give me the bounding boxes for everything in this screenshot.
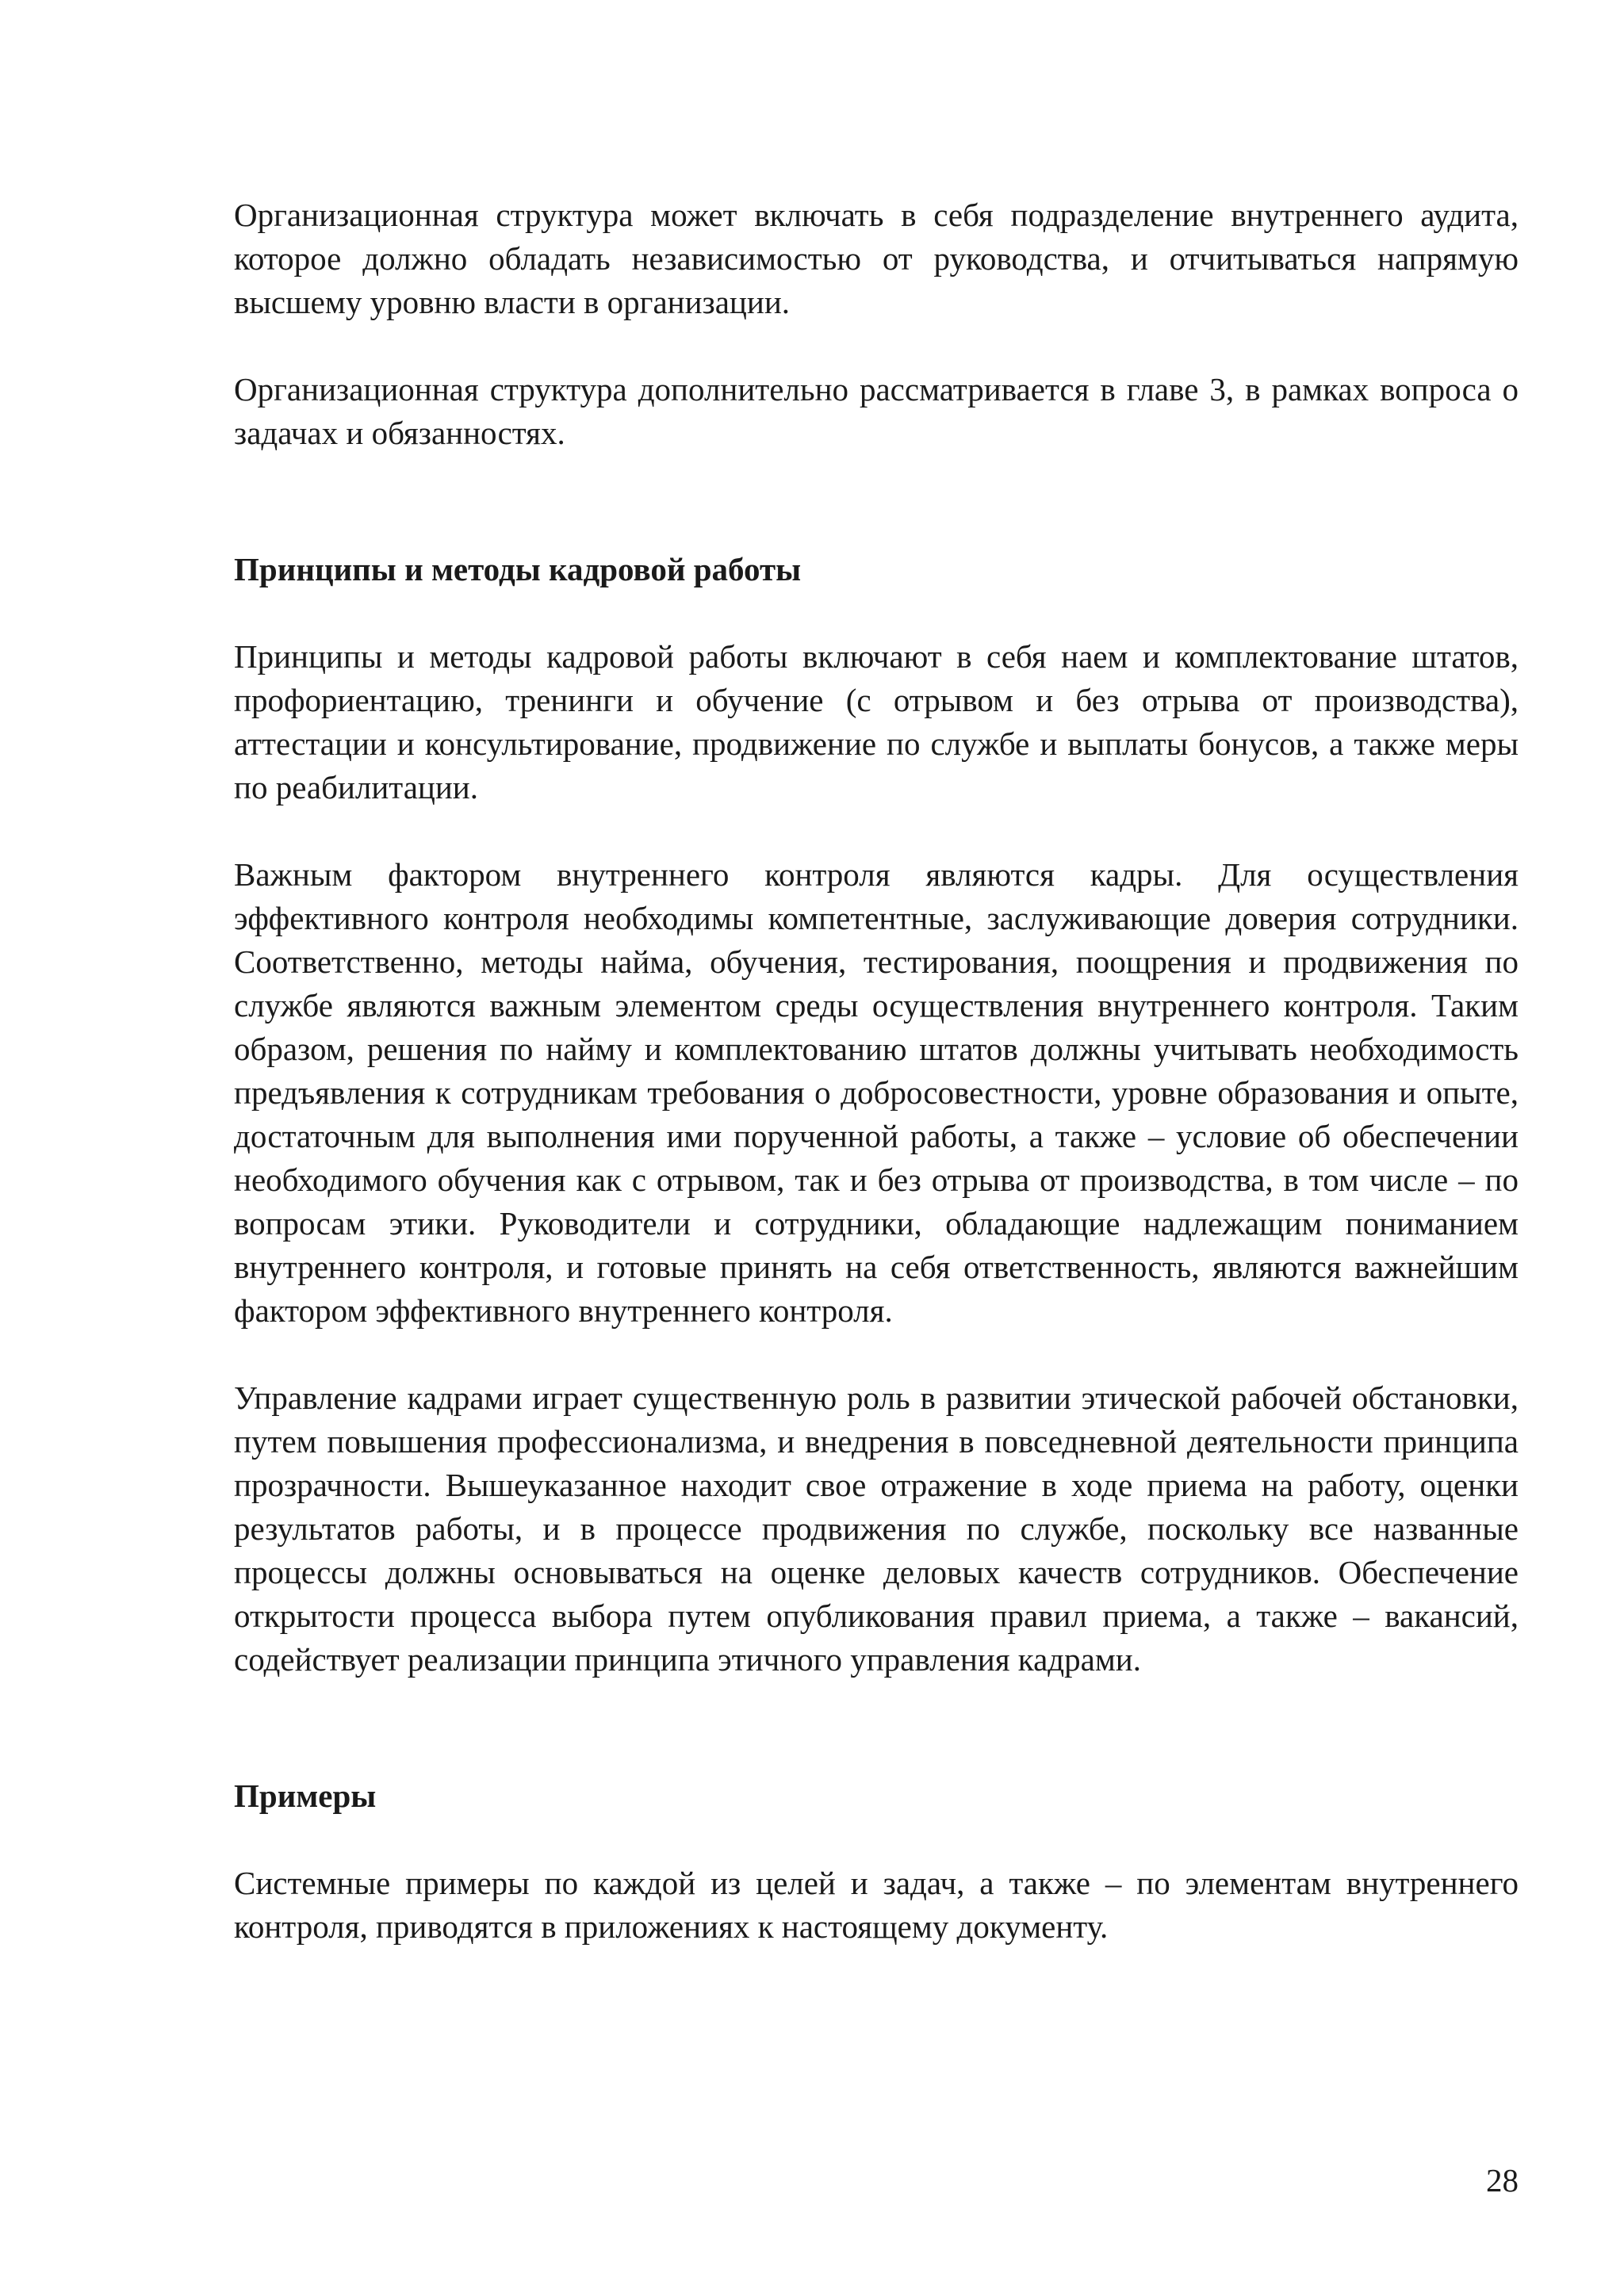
paragraph-org-structure-reference: Организационная структура дополнительно рассматривается в главе 3, в рамках вопроса о задачах и обязанностях.: [234, 371, 1519, 451]
paragraph-personnel-factor: Важным фактором внутреннего контроля являются кадры. Для осуществления эффективного контроля необходимы компетентные, заслуживающие доверия сотрудники. Соответственно, методы найма, обучения, тестирования, поощрения и продвижения по службе являются важным элементом среды осуществления внутреннего контроля. Таким образом, решения по найму и комплектованию штатов должны учитывать необходимость предъявления к сотрудникам требования о добросовестности, уровне образования и опыте, достаточным для выполнения ими порученной работы, а также – условие об обеспечении необходимого обучения как с отрывом, так и без отрыва от производства, в том числе – по вопросам этики. Руководители и сотрудники, обладающие надлежащим пониманием внутреннего контроля, и готовые принять на себя ответственность, являются важнейшим фактором эффективного внутреннего контроля.: [234, 856, 1519, 1329]
paragraph-examples: Системные примеры по каждой из целей и задач, а также – по элементам внутреннего контроля, приводятся в приложениях к настоящему документу.: [234, 1865, 1519, 1945]
heading-hr-principles: Принципы и методы кадровой работы: [234, 551, 802, 587]
paragraph-hr-methods: Принципы и методы кадровой работы включают в себя наем и комплектование штатов, профориентацию, тренинги и обучение (с отрывом и без отрыва от производства), аттестации и консультирование, продвижение по службе и выплаты бонусов, а также меры по реабилитации.: [234, 638, 1519, 806]
heading-examples: Примеры: [234, 1777, 377, 1814]
paragraph-internal-audit: Организационная структура может включать в себя подразделение внутреннего аудита, которое должно обладать независимостью от руководства, и отчитываться напрямую высшему уровню власти в организации.: [234, 197, 1519, 320]
paragraph-hr-management-ethics: Управление кадрами играет существенную роль в развитии этической рабочей обстановки, путем повышения профессионализма, и внедрения в повседневной деятельности принципа прозрачности. Вышеуказанное находит свое отражение в ходе приема на работу, оценки результатов работы, и в процессе продвижения по службе, поскольку все названные процессы должны основываться на оценке деловых качеств сотрудников. Обеспечение открытости процесса выбора путем опубликования правил приема, а также – вакансий, содействует реализации принципа этичного управления кадрами.: [234, 1380, 1519, 1678]
page-number: 28: [1486, 2162, 1519, 2198]
page-body: [234, 193, 1519, 1949]
